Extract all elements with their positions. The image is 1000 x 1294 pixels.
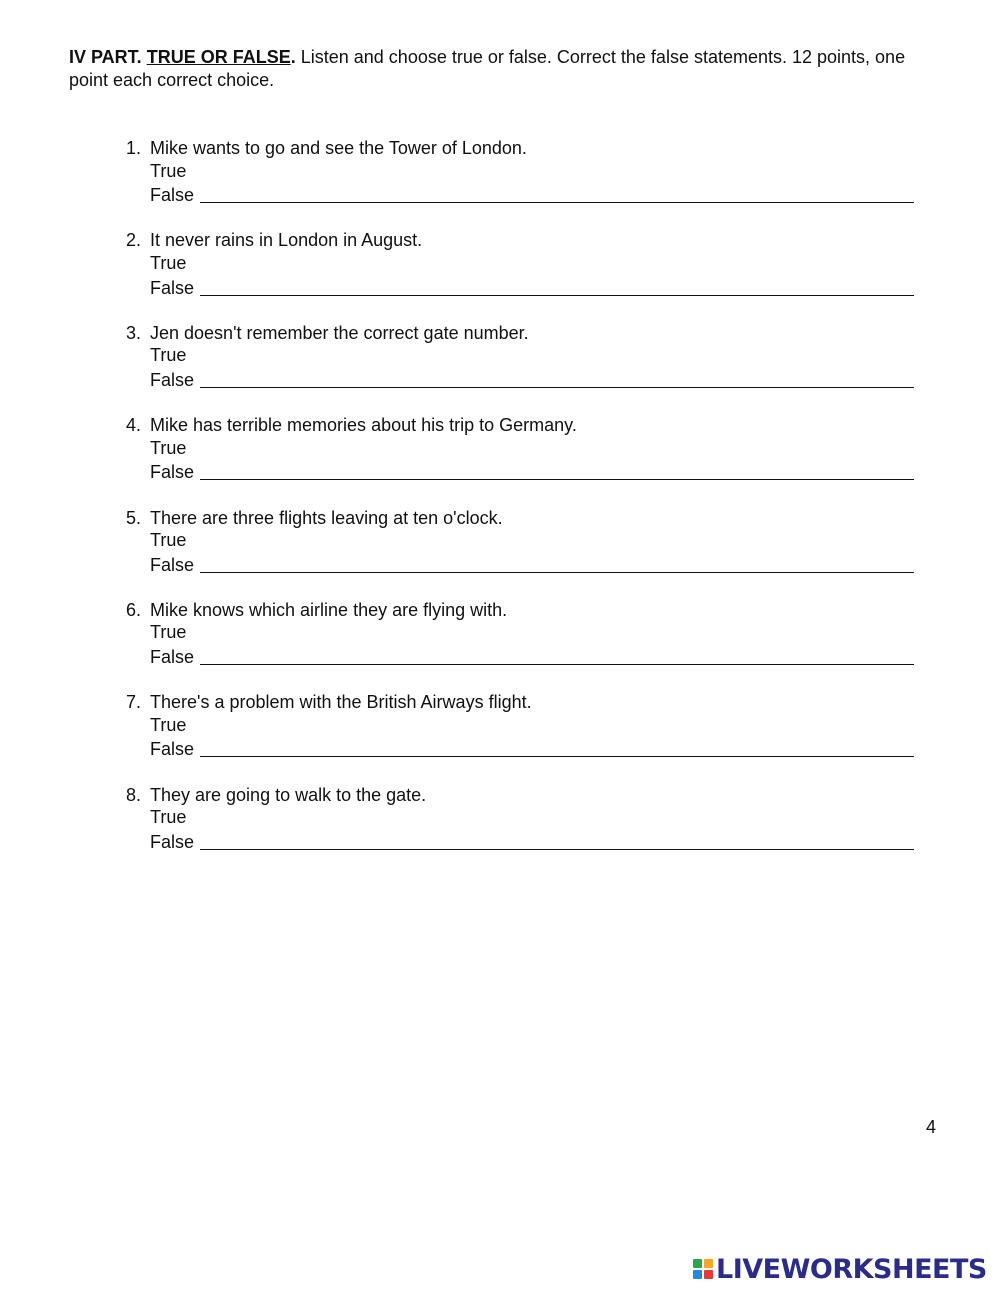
false-option[interactable] [126,552,916,577]
question-list [126,137,916,876]
correction-answer-line[interactable] [200,277,914,296]
true-label[interactable]: True [150,622,187,643]
false-label[interactable]: False [150,277,195,298]
question-text: Jen doesn't remember the correct gate number. [150,322,529,343]
true-option[interactable] [126,806,916,829]
logo-block-3 [693,1270,702,1279]
correction-answer-line[interactable] [200,831,914,850]
false-option[interactable] [126,459,916,484]
instructions [69,46,929,92]
false-label[interactable]: False [150,647,195,668]
correction-answer-line[interactable] [200,461,914,480]
question-number: 2. [126,230,142,251]
question-item [126,507,916,577]
question-text: Mike knows which airline they are flying with. [150,599,508,620]
question-statement [126,414,916,437]
true-option[interactable] [126,529,916,552]
question-statement [126,599,916,622]
false-label[interactable]: False [150,462,195,483]
true-label[interactable]: True [150,437,187,458]
true-option[interactable] [126,437,916,460]
true-option[interactable] [126,160,916,183]
false-label[interactable]: False [150,739,195,760]
true-label[interactable]: True [150,807,187,828]
instructions-text: Listen and choose true or false. Correct the false statements. 12 points, one point each correct choice. [69,47,906,90]
question-statement [126,137,916,160]
question-number: 6. [126,599,142,620]
true-option[interactable] [126,344,916,367]
question-statement [126,784,916,807]
correction-answer-line[interactable] [200,738,914,757]
question-number: 1. [126,138,142,158]
question-text: There are three flights leaving at ten o'clock. [150,507,503,528]
correction-answer-line[interactable] [200,369,914,388]
logo-block-1 [693,1259,702,1268]
logo-text: LIVEWORKSHEETS [716,1253,987,1285]
title-period: . [290,47,296,67]
false-label[interactable]: False [150,554,195,575]
false-label[interactable]: False [150,369,195,390]
true-label[interactable]: True [150,714,187,735]
question-statement [126,229,916,252]
correction-answer-line[interactable] [200,554,914,573]
liveworksheets-logo-icon [693,1259,713,1279]
false-option[interactable] [126,182,916,207]
question-item [126,414,916,484]
logo-block-4 [704,1270,713,1279]
true-label[interactable]: True [150,252,187,273]
question-statement [126,507,916,530]
true-option[interactable] [126,621,916,644]
question-statement [126,322,916,345]
true-option[interactable] [126,252,916,275]
question-number: 4. [126,415,142,436]
question-number: 3. [126,322,142,343]
correction-answer-line[interactable] [200,646,914,665]
true-label[interactable]: True [150,160,187,181]
true-label[interactable]: True [150,345,187,366]
true-option[interactable] [126,714,916,737]
question-text: It never rains in London in August. [150,230,423,251]
liveworksheets-logo [693,1253,987,1285]
false-label[interactable]: False [150,185,195,206]
logo-block-2 [704,1259,713,1268]
question-item [126,322,916,392]
question-statement [126,691,916,714]
question-text: Mike wants to go and see the Tower of London. [150,138,527,158]
question-text: They are going to walk to the gate. [150,784,427,805]
question-number: 7. [126,692,142,713]
false-option[interactable] [126,736,916,761]
question-item [126,229,916,299]
part-label: IV PART. [69,47,142,67]
false-label[interactable]: False [150,831,195,852]
question-text: Mike has terrible memories about his trip to Germany. [150,415,577,436]
part-title: TRUE OR FALSE [146,47,291,67]
false-option[interactable] [126,829,916,854]
question-number: 8. [126,784,142,805]
question-text: There's a problem with the British Airways flight. [150,692,532,713]
question-item [126,691,916,761]
page-number: 4 [926,1117,937,1137]
true-label[interactable]: True [150,530,187,551]
question-item [126,137,916,207]
correction-answer-line[interactable] [200,184,914,203]
false-option[interactable] [126,367,916,392]
question-number: 5. [126,507,142,528]
question-item [126,784,916,854]
question-item [126,599,916,669]
false-option[interactable] [126,644,916,669]
false-option[interactable] [126,275,916,300]
